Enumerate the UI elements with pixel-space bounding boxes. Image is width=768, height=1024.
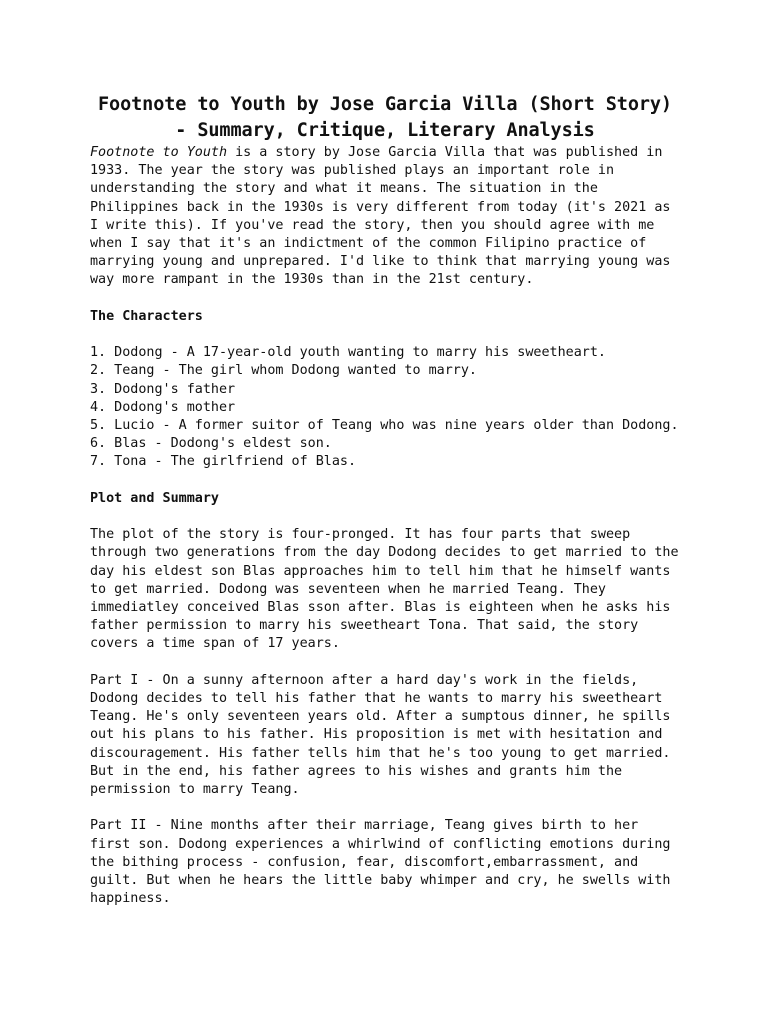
intro-text: is a story by Jose Garcia Villa that was published in 1933. The year the story was published plays an important role in understanding the story and what it means. The situation in the Philippines back in the 1930s is very different from today (it's 2021 as I write this). If you've read the story, then you should agree with me when I say that it's an indictment of the common Filipino practice of marrying young and unprepared. I'd like to think that marrying young was way more rampant in the 1930s than in the 21st century. bbox=[90, 145, 679, 288]
characters-list bbox=[90, 344, 680, 471]
list-item: 2. Teang - The girl whom Dodong wanted to marry. bbox=[90, 363, 477, 379]
part-one-paragraph: Part I - On a sunny afternoon after a hard day's work in the fields, Dodong decides to tell his father that he wants to marry his sweetheart Teang. He's only seventeen years old. After a sumptous dinner, he spills out his plans to his father. His proposition is met with hesitation and discouragement. His father tells him that he's too young to get married. But in the end, his father agrees to his wishes and grants him the permission to marry Teang. bbox=[90, 672, 679, 798]
document-title: Footnote to Youth by Jose Garcia Villa (Short Story) - Summary, Critique, Literary Analysis bbox=[98, 94, 672, 141]
story-title-italic: Footnote to Youth bbox=[90, 145, 228, 160]
spacer bbox=[90, 326, 680, 344]
document-page bbox=[90, 92, 687, 908]
plot-paragraph: The plot of the story is four-pronged. It has four parts that sweep through two generations from the day Dodong decides to get married to the day his eldest son Blas approaches him to tell him that he himself wants to get married. Dodong was seventeen when he married Teang. They immediatley conceived Blas sson after. Blas is eighteen when he asks his father permission to marry his sweetheart Tona. That said, the story covers a time span of 17 years. bbox=[90, 527, 687, 652]
characters-heading: The Characters bbox=[90, 308, 203, 324]
spacer bbox=[90, 654, 680, 672]
spacer bbox=[90, 508, 680, 526]
intro-paragraph bbox=[90, 144, 680, 290]
plot-heading: Plot and Summary bbox=[90, 490, 219, 506]
spacer bbox=[90, 472, 680, 490]
list-item: 4. Dodong's mother bbox=[90, 399, 236, 415]
spacer bbox=[90, 799, 680, 817]
list-item: 7. Tona - The girlfriend of Blas. bbox=[90, 454, 357, 470]
list-item: 5. Lucio - A former suitor of Teang who was nine years older than Dodong. bbox=[90, 418, 679, 434]
list-item: 3. Dodong's father bbox=[90, 381, 236, 397]
spacer bbox=[90, 290, 680, 308]
list-item: 6. Blas - Dodong's eldest son. bbox=[90, 436, 332, 452]
part-two-paragraph: Part II - Nine months after their marriage, Teang gives birth to her first son. Dodong experiences a whirlwind of conflicting emotions during the bithing process - confusion, fear, discomfort,embarrassment, and guilt. But when he hears the little baby whimper and cry, he swells with happiness. bbox=[90, 818, 679, 907]
list-item: 1. Dodong - A 17-year-old youth wanting to marry his sweetheart. bbox=[90, 345, 606, 361]
